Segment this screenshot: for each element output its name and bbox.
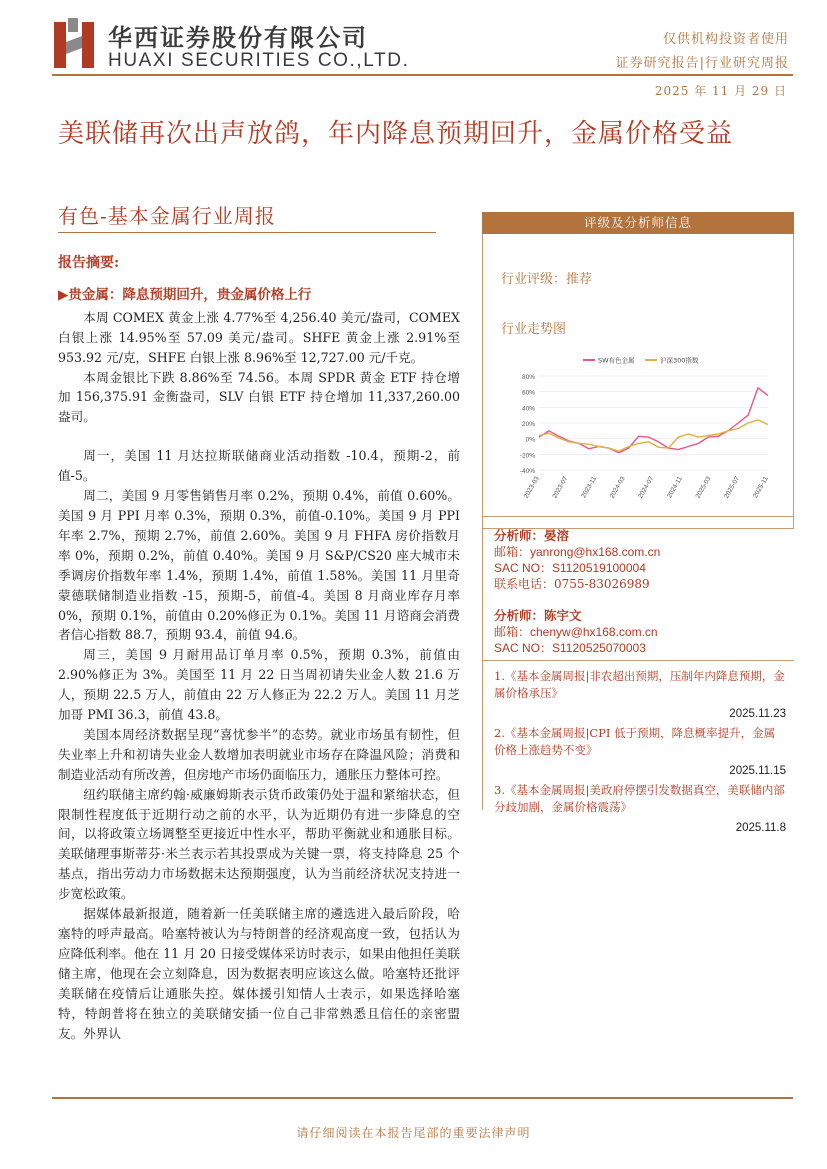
- x-tick-label: 2025-11: [751, 475, 770, 500]
- related-reports: [494, 668, 786, 839]
- y-tick-label: 20%: [521, 421, 535, 428]
- summary-paragraph: 纽约联储主席约翰·威廉姆斯表示货币政策仍处于温和紧缩状态，但限制性程度低于近期行动之前的水平，认为近期仍有进一步降息的空间，以将政策立场调整至更接近中性水平，帮助平衡就业和通胀目标。美联储理事斯蒂芬·米兰表示若其投票成为关键一票，将支持降息 25 个基点，指出劳动力市场数据未达预期强度，认为当前经济状况支持进一步宽松政策。: [58, 786, 460, 902]
- summary-paragraph: 周一，美国 11 月达拉斯联储商业活动指数 -10.4，预期-2，前值-5。: [58, 448, 460, 484]
- analyst-name: 分析师：陈宇文: [494, 608, 582, 623]
- y-tick-label: -40%: [519, 468, 535, 475]
- summary-paragraph: 周三，美国 9 月耐用品订单月率 0.5%，预期 0.3%，前值由 2.90%修正为 3%。美国至 11 月 22 日当周初请失业金人数 21.6 万人，预期 22.5 万人，前值由 22 万人修正为 22.2 万人。美国 11 月芝加哥 PMI 36.3，前值 43.8。: [58, 647, 460, 723]
- x-tick-label: 2024-11: [666, 475, 684, 500]
- related-report-link[interactable]: 3.《基本金属周报|美政府停摆引发数据真空，美联储内部分歧加剧，金属价格震荡》: [494, 783, 785, 814]
- y-tick-label: 80%: [521, 374, 535, 381]
- related-report-date: 2025.11.15: [729, 765, 786, 777]
- audience-note: 仅供机构投资者使用: [662, 32, 789, 47]
- company-name-cn: 华西证券股份有限公司: [108, 24, 368, 52]
- related-report-link[interactable]: 2.《基本金属周报|CPI 低于预期，降息概率提升，金属价格上涨趋势不变》: [494, 726, 776, 757]
- y-tick-label: 40%: [521, 405, 535, 413]
- summary-heading: 报告摘要:: [58, 255, 120, 271]
- related-report-date: 2025.11.23: [729, 708, 786, 720]
- related-report-date: 2025.11.8: [735, 822, 786, 834]
- summary-paragraph: 美国本周经济数据呈现“喜忧参半”的态势。就业市场虽有韧性，但失业率上升和初请失业金人数增加表明就业市场存在降温风险；消费和制造业活动有所改善，但房地产市场仍面临压力，通胀压力整体可控。: [58, 726, 460, 782]
- industry-rating: 行业评级：推荐: [501, 272, 593, 287]
- summary-paragraph: 本周金银比下跌 8.86%至 74.56。本周 SPDR 黄金 ETF 持仓增加 156,375.91 金衡盎司，SLV 白银 ETF 持仓增加 11,337,260.00 盎司。: [58, 369, 460, 425]
- report-subtitle: 有色-基本金属行业周报: [58, 204, 276, 228]
- company-name-en: HUAXI SECURITIES CO.,LTD.: [108, 50, 410, 71]
- report-title: 美联储再次出声放鸽，年内降息预期回升，金属价格受益: [58, 119, 734, 149]
- x-tick-label: 2025-07: [723, 475, 742, 500]
- legend-label: SW有色金属: [598, 356, 635, 365]
- x-tick-label: 2024-07: [637, 475, 656, 500]
- analyst-block: [494, 608, 794, 656]
- analyst-sac: SAC NO：S1120525070003: [494, 641, 646, 655]
- related-report-link[interactable]: 1.《基本金属周报|非农超出预期，压制年内降息预期，金属价格承压》: [494, 669, 785, 700]
- analyst-phone: 联系电话：0755-83026989: [494, 577, 650, 591]
- huaxi-logo-icon: [52, 18, 102, 70]
- analyst-email[interactable]: 邮箱：chenyw@hx168.com.cn: [494, 625, 658, 639]
- y-tick-label: -20%: [519, 452, 535, 460]
- summary-paragraph: 周二，美国 9 月零售销售月率 0.2%，预期 0.4%，前值 0.60%。美国 9 月 PPI 月率 0.3%，预期 0.3%，前值-0.10%。美国 9 月 PPI 年率 2.7%，预期 2.7%，前值 2.60%。美国 9 月 FHFA 房价指数月率 0%，预期 0.2%，前值 0.40%。美国 9 月 S&P/CS20 座大城市未季调房价指数年率 1.4%，预期 1.4%，前值 1.58%。美国 11 月里奇蒙德联储制造业指数 -15，预期-5，前值-4。美国 8 月商业库存月率 0%，预期 0.1%，前值由 0.20%修正为 0.1%。美国 11 月谘商会消费者信心指数 88.7，预期 93.4，前值 94.6。: [58, 488, 460, 643]
- subtitle-underline: [58, 232, 436, 233]
- legal-notice: 请仔细阅读在本报告尾部的重要法律声明: [296, 1126, 531, 1140]
- x-tick-label: 2023-11: [580, 475, 598, 500]
- related-divider: [482, 660, 794, 661]
- series-line: [539, 420, 768, 451]
- summary-paragraph: 据媒体最新报道，随着新一任美联储主席的遴选进入最后阶段，哈塞特的呼声最高。哈塞特被认为与特朗普的经济观高度一致，包括认为应降低利率。他在 11 月 20 日接受媒体采访时表示，如果由他担任美联储主席，他现在会立刻降息，因为数据表明应该这么做。哈塞特还批评美联储在疫情后让通胀失控。媒体援引知情人士表示，如果选择哈塞特，特朗普将在独立的美联储安插一位自己非常熟悉且信任的亲密盟友。外界认: [58, 906, 460, 1041]
- y-tick-label: 0%: [525, 436, 535, 444]
- analyst-name: 分析师：晏溶: [494, 528, 570, 543]
- rating-box-title: 评级及分析师信息: [482, 212, 794, 234]
- summary-paragraph: 本周 COMEX 黄金上涨 4.77%至 4,256.40 美元/盎司，COMEX 白银上涨 14.95%至 57.09 美元/盎司。SHFE 黄金上涨 2.91%至 953.92 元/克，SHFE 白银上涨 8.96%至 12,727.00 元/千克。: [58, 309, 460, 365]
- legend-label: 沪深300指数: [660, 356, 699, 365]
- analyst-block: [494, 528, 794, 592]
- sidebar-border: [482, 520, 483, 810]
- x-tick-label: 2025-03: [694, 475, 713, 500]
- x-tick-label: 2024-03: [608, 475, 627, 500]
- y-tick-label: 60%: [521, 389, 535, 397]
- header-divider: [52, 74, 793, 76]
- report-date: 2025 年 11 月 29 日: [654, 84, 787, 98]
- trend-chart-label: 行业走势图: [501, 322, 567, 337]
- x-tick-label: 2023-07: [551, 475, 570, 500]
- analyst-email[interactable]: 邮箱：yanrong@hx168.com.cn: [494, 545, 661, 559]
- section-heading: ▶贵金属：降息预期回升，贵金属价格上行: [58, 286, 312, 303]
- analyst-sac: SAC NO：S1120519100004: [494, 561, 646, 575]
- footer-divider: [52, 1097, 793, 1099]
- report-type: 证券研究报告|行业研究周报: [615, 56, 789, 71]
- analyst-divider: [482, 516, 794, 517]
- summary-column: [58, 254, 460, 1043]
- x-tick-label: 2023-03: [522, 475, 541, 500]
- industry-trend-chart: [503, 350, 778, 520]
- rating-box: [482, 212, 794, 529]
